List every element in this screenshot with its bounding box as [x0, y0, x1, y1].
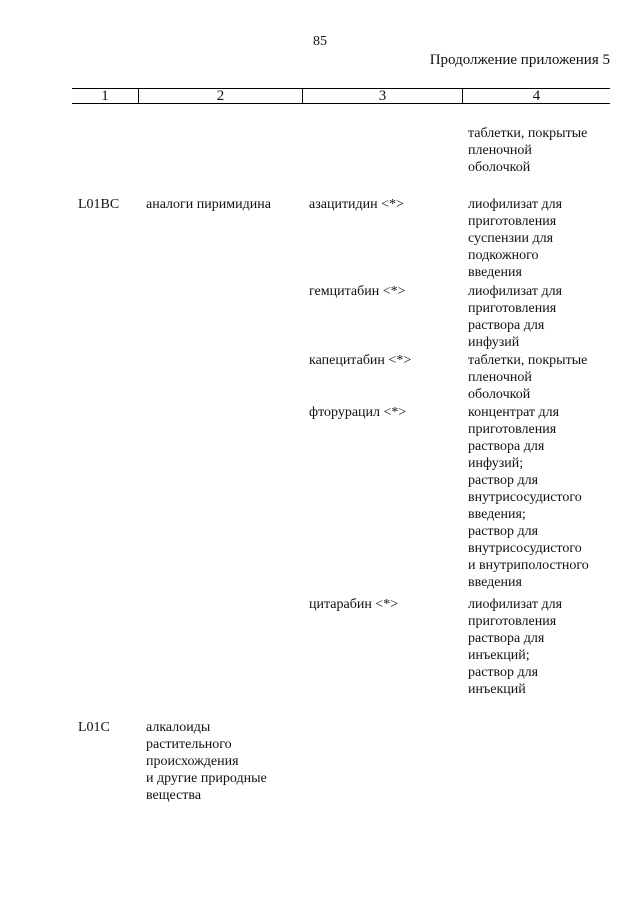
- table-row-forms: [468, 404, 618, 591]
- group-line: происхождения: [146, 754, 239, 769]
- form-line: приготовления: [468, 214, 557, 229]
- group-line: алкалоиды: [146, 720, 211, 735]
- form-line: суспензии для: [468, 231, 554, 246]
- drug-name: фторурацил <*>: [309, 405, 407, 420]
- form-line: раствора для: [468, 318, 545, 333]
- form-line: инфузий: [468, 335, 520, 350]
- table-row-forms: [468, 596, 618, 698]
- form-line: подкожного: [468, 248, 539, 263]
- drug-name: гемцитабин <*>: [309, 284, 406, 299]
- form-line: инфузий;: [468, 456, 524, 471]
- form-line: лиофилизат для: [468, 197, 563, 212]
- continuation-title: Продолжение приложения 5: [429, 52, 610, 68]
- table-row-forms: [468, 125, 618, 176]
- table-row-forms: [468, 196, 618, 281]
- group-name: [146, 196, 271, 213]
- form-line: введения: [468, 265, 522, 280]
- form-line: инъекций: [468, 682, 526, 697]
- group-name: [146, 719, 267, 804]
- atc-code: L01C: [78, 720, 110, 735]
- column-header-3: 3: [303, 89, 463, 104]
- form-line: введения;: [468, 507, 526, 522]
- column-header-2: 2: [139, 89, 303, 104]
- form-line: оболочкой: [468, 160, 531, 175]
- form-line: приготовления: [468, 614, 557, 629]
- group-line: аналоги пиримидина: [146, 197, 271, 212]
- form-line: пленочной: [468, 370, 532, 385]
- column-header-1: 1: [72, 89, 139, 104]
- form-line: внутрисосудистого: [468, 490, 582, 505]
- form-line: лиофилизат для: [468, 597, 563, 612]
- atc-code: L01BC: [78, 197, 120, 212]
- form-line: приготовления: [468, 301, 557, 316]
- form-line: раствор для: [468, 473, 539, 488]
- form-line: оболочкой: [468, 387, 531, 402]
- group-line: вещества: [146, 788, 202, 803]
- table-row-forms: [468, 283, 618, 351]
- form-line: и внутриполостного: [468, 558, 589, 573]
- form-line: инъекций;: [468, 648, 530, 663]
- drug-name: азацитидин <*>: [309, 197, 404, 212]
- drug-name: капецитабин <*>: [309, 353, 412, 368]
- form-line: таблетки, покрытые: [468, 353, 588, 368]
- group-line: и другие природные: [146, 771, 267, 786]
- column-header-4: 4: [463, 89, 611, 104]
- form-line: лиофилизат для: [468, 284, 563, 299]
- page-number: 85: [313, 34, 327, 49]
- form-line: пленочной: [468, 143, 532, 158]
- form-line: введения: [468, 575, 522, 590]
- form-line: раствора для: [468, 439, 545, 454]
- form-line: приготовления: [468, 422, 557, 437]
- form-line: раствор для: [468, 524, 539, 539]
- drug-name: цитарабин <*>: [309, 597, 399, 612]
- column-header-row: [72, 88, 610, 104]
- group-line: растительного: [146, 737, 232, 752]
- form-line: концентрат для: [468, 405, 560, 420]
- form-line: внутрисосудистого: [468, 541, 582, 556]
- form-line: раствора для: [468, 631, 545, 646]
- form-line: раствор для: [468, 665, 539, 680]
- form-line: таблетки, покрытые: [468, 126, 588, 141]
- table-row-forms: [468, 352, 618, 403]
